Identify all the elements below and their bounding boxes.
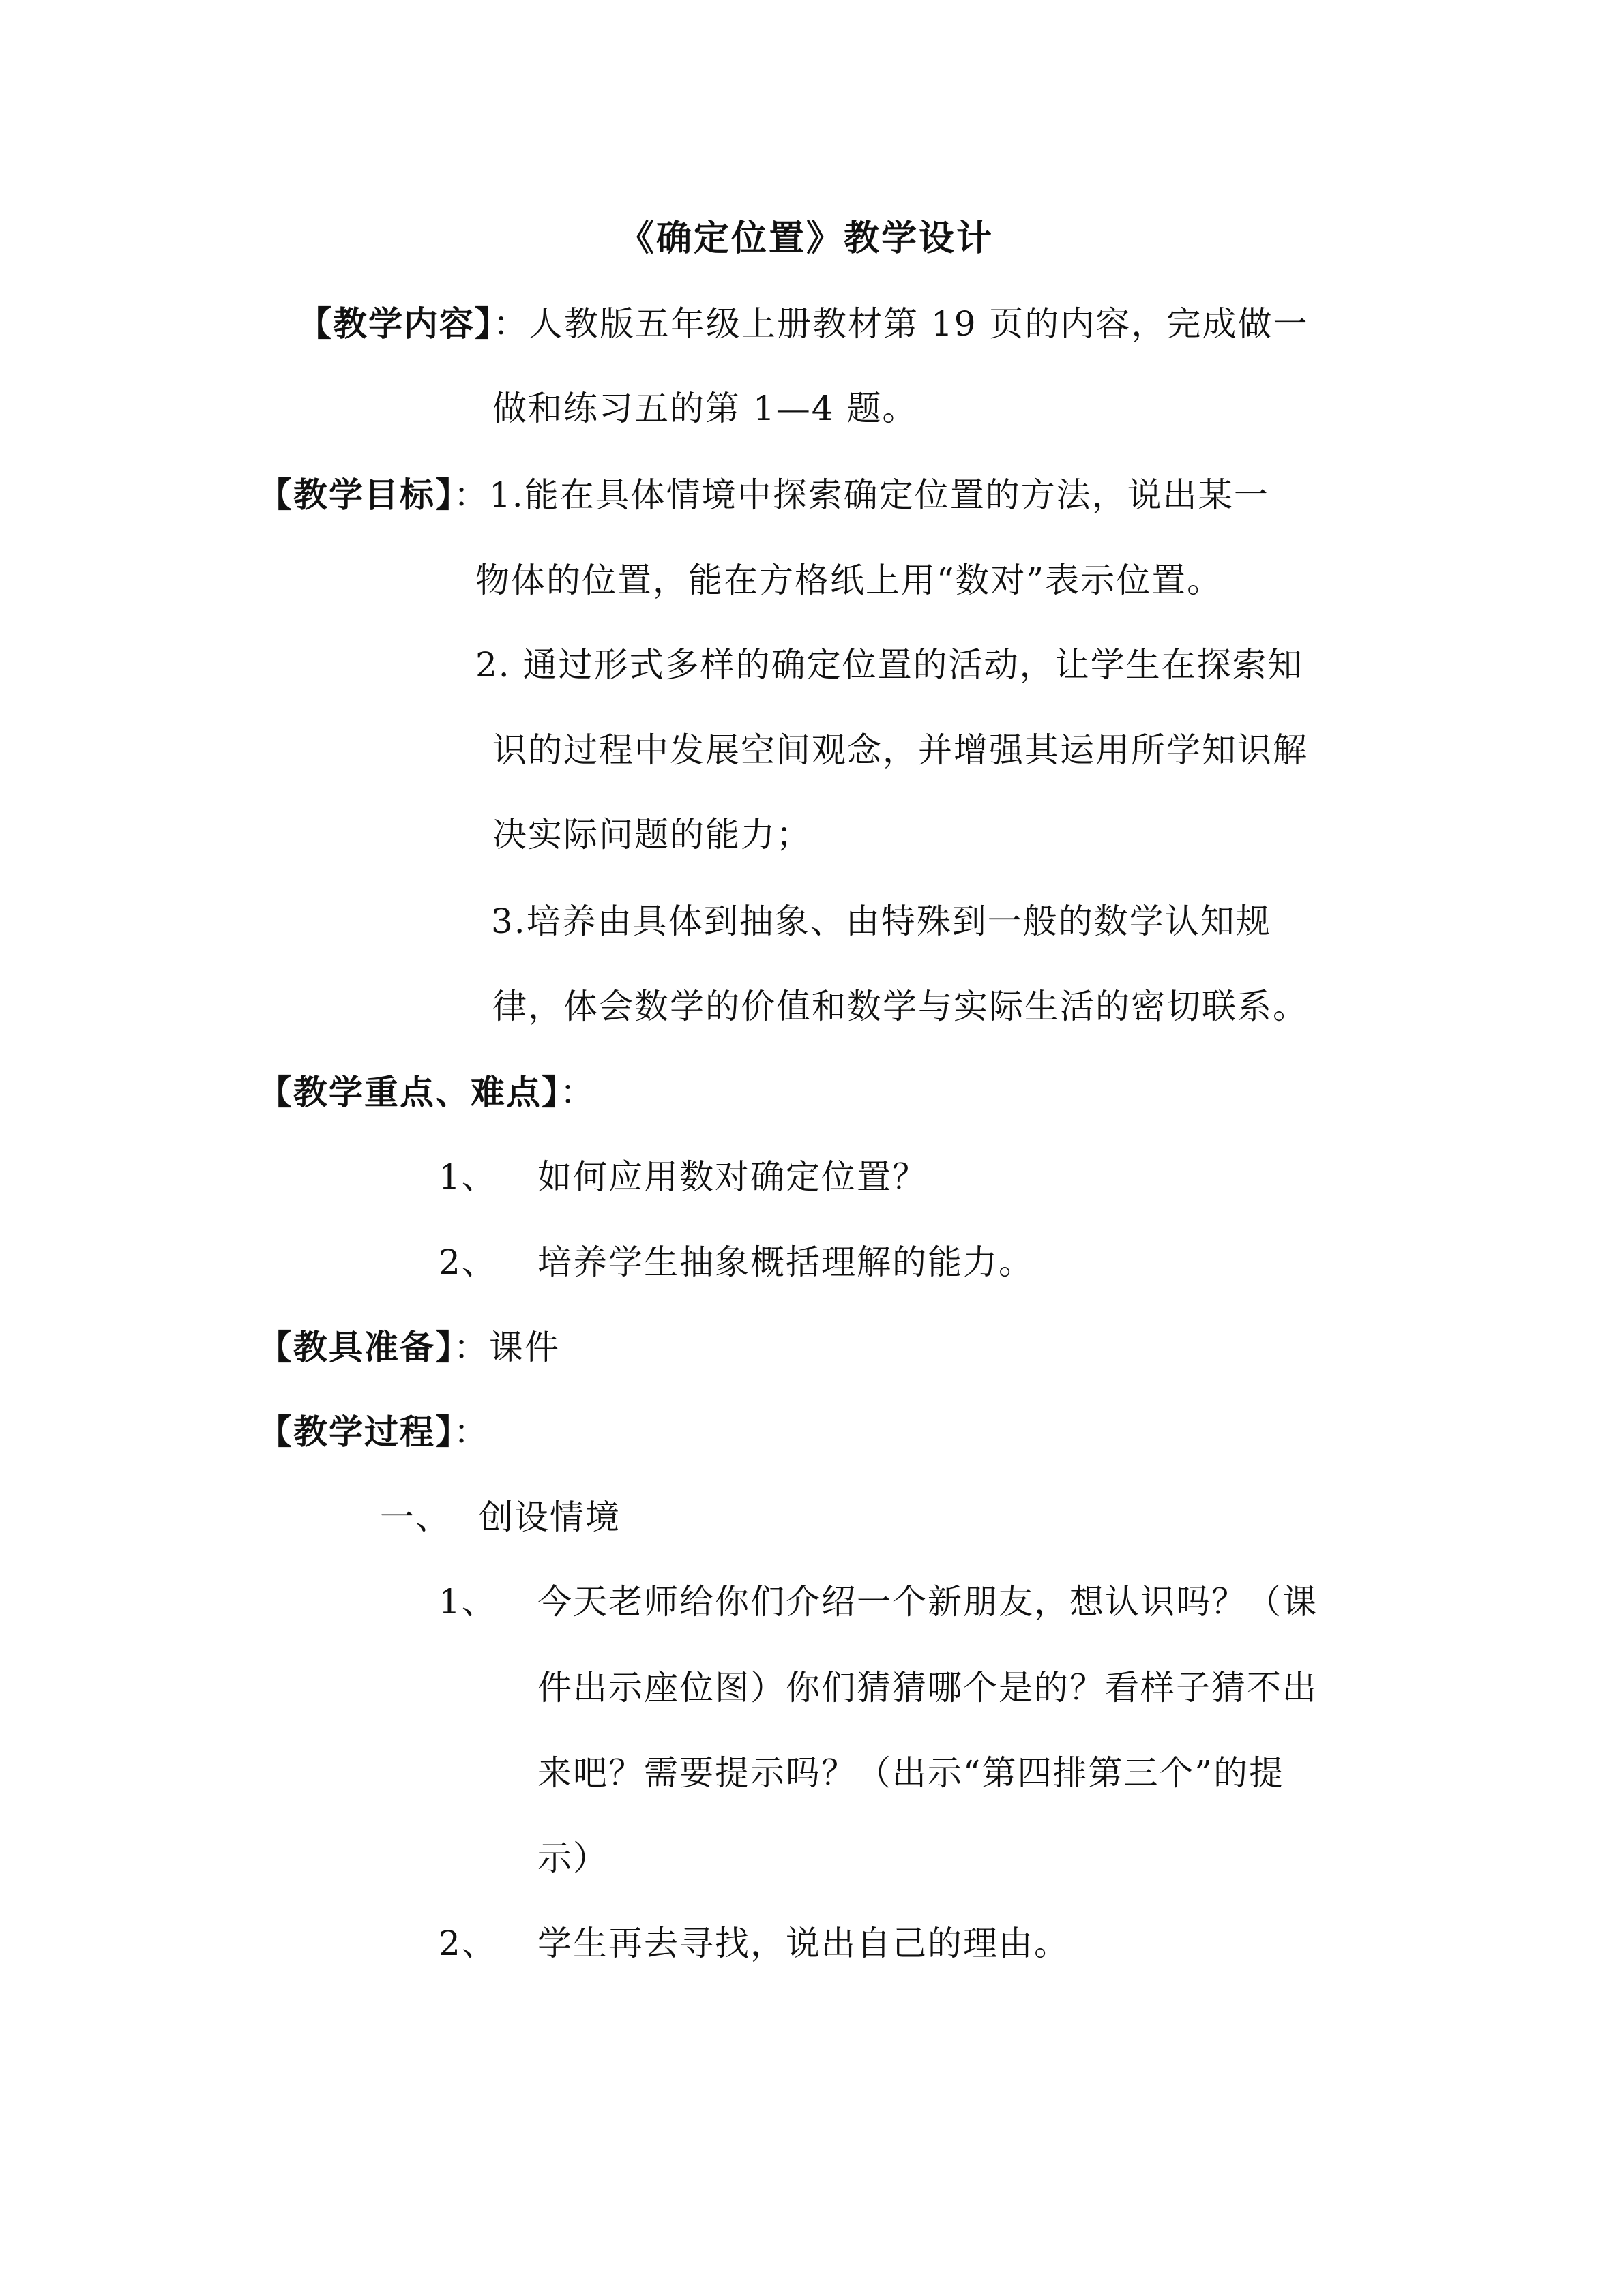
tools-colon: ： bbox=[454, 1328, 489, 1367]
goals-heading-line bbox=[258, 473, 1269, 517]
process-section-1-title: 创设情境 bbox=[479, 1497, 621, 1537]
tools-text: 课件 bbox=[489, 1328, 560, 1367]
goals-line-7: 律，体会数学的价值和数学与实际生活的密切联系。 bbox=[492, 987, 1308, 1026]
process-item-2-line-1: 学生再去寻找，说出自己的理由。 bbox=[537, 1924, 1069, 1963]
tools-label: 【教具准备】 bbox=[258, 1327, 454, 1367]
goals-line-4: 识的过程中发展空间观念，并增强其运用所学知识解 bbox=[492, 730, 1308, 770]
content-text-line-2: 做和练习五的第 1—4 题。 bbox=[492, 389, 918, 428]
tools-heading-line bbox=[258, 1326, 560, 1369]
goals-label: 【教学目标】 bbox=[258, 475, 454, 515]
content-label: 【教学内容】 bbox=[297, 303, 493, 344]
key-points-heading-line bbox=[258, 1071, 595, 1114]
key-point-item-1-text: 如何应用数对确定位置？ bbox=[537, 1157, 928, 1197]
key-points-colon: ： bbox=[560, 1073, 595, 1112]
goals-line-5: 决实际问题的能力； bbox=[492, 815, 812, 854]
process-item-1-line-3: 来吧？需要提示吗？（出示“第四排第三个”的提 bbox=[537, 1753, 1285, 1793]
process-item-1-line-4: 示） bbox=[537, 1838, 608, 1878]
key-point-item-2-text: 培养学生抽象概括理解的能力。 bbox=[537, 1242, 1034, 1282]
process-item-1-line-1: 今天老师给你们介绍一个新朋友，想认识吗？（课 bbox=[537, 1582, 1318, 1622]
key-point-item-1-num: 1、 bbox=[439, 1157, 497, 1197]
goals-line-3: 2. 通过形式多样的确定位置的活动，让学生在探索知 bbox=[475, 645, 1303, 685]
process-item-1-line-2: 件出示座位图）你们猜猜哪个是的？看样子猜不出 bbox=[537, 1668, 1318, 1708]
process-section-1-num: 一、 bbox=[380, 1497, 451, 1537]
document-title: 《确定位置》教学设计 bbox=[619, 218, 994, 259]
process-colon: ： bbox=[454, 1412, 489, 1452]
process-item-2-num: 2、 bbox=[439, 1924, 497, 1963]
goals-line-1: 1.能在具体情境中探索确定位置的方法，说出某一 bbox=[489, 475, 1269, 515]
goals-colon: ： bbox=[454, 475, 489, 515]
key-points-label: 【教学重点、难点】 bbox=[258, 1072, 560, 1112]
goals-line-6: 3.培养由具体到抽象、由特殊到一般的数学认知规 bbox=[491, 901, 1271, 941]
process-label: 【教学过程】 bbox=[258, 1412, 454, 1452]
content-text-line-1: 人教版五年级上册教材第 19 页的内容，完成做一 bbox=[529, 304, 1309, 344]
content-heading-line bbox=[297, 302, 1308, 346]
key-point-item-2-num: 2、 bbox=[439, 1242, 497, 1282]
process-heading-line bbox=[258, 1410, 489, 1454]
content-colon: ： bbox=[493, 304, 529, 344]
goals-line-2: 物体的位置，能在方格纸上用“数对”表示位置。 bbox=[475, 561, 1223, 600]
process-item-1-num: 1、 bbox=[439, 1582, 497, 1622]
